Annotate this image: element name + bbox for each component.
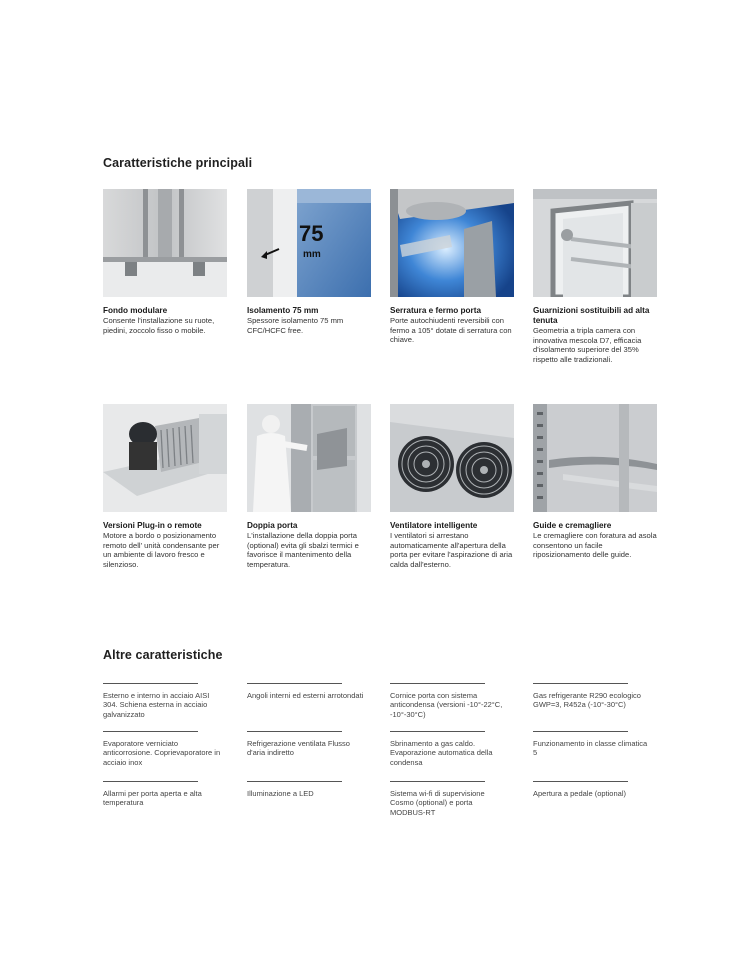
feature-title: Versioni Plug-in o remote — [103, 521, 202, 530]
divider — [390, 731, 485, 732]
divider — [390, 683, 485, 684]
photo-modular-base — [103, 189, 227, 297]
other-feature-text: Gas refrigerante R290 ecologico GWP=3, R452a (-10°-30°C) — [533, 691, 641, 710]
feature-description: Consente l'installazione su ruote, piedini, zoccolo fisso o mobile. — [103, 316, 215, 335]
feature-description: I ventilatori si arrestano automaticamente all'apertura della porta per evitare l'aspirazione di aria calda dall'esterno. — [390, 531, 513, 569]
feature-description: Spessore isolamento 75 mm CFC/HCFC free. — [247, 316, 344, 335]
feature-title: Guarnizioni sostituibili ad alta tenuta — [533, 306, 650, 325]
photo-rails — [533, 404, 657, 512]
photo-label-75: 75 — [299, 221, 324, 246]
feature-gaskets — [533, 189, 659, 364]
divider — [103, 683, 198, 684]
other-feature-item — [390, 731, 508, 767]
feature-description: Porte autochiudenti reversibili con fermo a 105° dotate di serratura con chiave. — [390, 316, 512, 345]
other-feature-text: Funzionamento in classe climatica 5 — [533, 739, 648, 758]
other-feature-text: Illuminazione a LED — [247, 789, 314, 798]
feature-double-door — [247, 404, 373, 569]
other-feature-text: Angoli interni ed esterni arrotondati — [247, 691, 364, 700]
section-title-main: Caratteristiche principali — [103, 156, 253, 170]
divider — [103, 781, 198, 782]
feature-rails — [533, 404, 659, 560]
divider — [533, 781, 628, 782]
photo-fan — [390, 404, 514, 512]
other-feature-text: Evaporatore verniciato anticorrosione. Coprievaporatore in acciaio inox — [103, 739, 221, 767]
other-feature-item — [247, 683, 365, 700]
divider — [533, 731, 628, 732]
divider — [247, 683, 342, 684]
feature-title: Isolamento 75 mm — [247, 306, 319, 315]
feature-description: Le cremagliere con foratura ad asola consentono un facile riposizionamento delle guide. — [533, 531, 657, 560]
other-feature-item — [103, 731, 221, 767]
feature-title: Serratura e fermo porta — [390, 306, 482, 315]
other-feature-item — [533, 683, 651, 710]
feature-title: Guide e cremagliere — [533, 521, 612, 530]
other-feature-item — [103, 781, 221, 808]
feature-insulation — [247, 189, 373, 335]
photo-double-door — [247, 404, 371, 512]
feature-description: L'installazione della doppia porta (optional) evita gli sbalzi termici e favorisce il mantenimento della temperatura. — [247, 531, 359, 569]
photo-label-mm: mm — [303, 249, 321, 260]
other-feature-text: Allarmi per porta aperta e alta temperatura — [103, 789, 202, 808]
feature-description: Motore a bordo o posizionamento remoto dell' unità condensante per un ambiente di lavoro fresco e silenzioso. — [103, 531, 220, 569]
section-title-other: Altre caratteristiche — [103, 648, 223, 662]
other-feature-item — [533, 731, 651, 758]
photo-gaskets — [533, 189, 657, 297]
feature-fan — [390, 404, 516, 569]
other-feature-item — [533, 781, 651, 798]
feature-title: Fondo modulare — [103, 306, 168, 315]
feature-title: Ventilatore intelligente — [390, 521, 478, 530]
feature-description: Geometria a tripla camera con innovativa mescola D7, efficacia d'isolamento superiore del 35% rispetto alle tradizionali. — [533, 326, 642, 364]
other-feature-text: Cornice porta con sistema anticondensa (versioni -10°-22°C, -10°-30°C) — [390, 691, 503, 719]
other-feature-item — [390, 683, 508, 719]
other-feature-text: Sistema wi-fi di supervisione Cosmo (optional) e porta MODBUS-RT — [390, 789, 485, 817]
other-feature-item — [103, 683, 221, 719]
feature-modular-base — [103, 189, 229, 335]
other-feature-item — [390, 781, 508, 817]
divider — [103, 731, 198, 732]
other-feature-item — [247, 731, 365, 758]
other-feature-text: Esterno e interno in acciaio AISI 304. Schiena esterna in acciaio galvanizzato — [103, 691, 210, 719]
divider — [390, 781, 485, 782]
other-feature-text: Apertura a pedale (optional) — [533, 789, 626, 798]
other-feature-item — [247, 781, 365, 798]
divider — [533, 683, 628, 684]
divider — [247, 781, 342, 782]
photo-plug-in — [103, 404, 227, 512]
feature-plug-in — [103, 404, 229, 569]
feature-title: Doppia porta — [247, 521, 298, 530]
divider — [247, 731, 342, 732]
photo-lock — [390, 189, 514, 297]
feature-lock — [390, 189, 516, 345]
photo-insulation — [247, 189, 371, 297]
other-feature-text: Sbrinamento a gas caldo. Evaporazione automatica della condensa — [390, 739, 493, 767]
other-feature-text: Refrigerazione ventilata Flusso d'aria indiretto — [247, 739, 350, 758]
